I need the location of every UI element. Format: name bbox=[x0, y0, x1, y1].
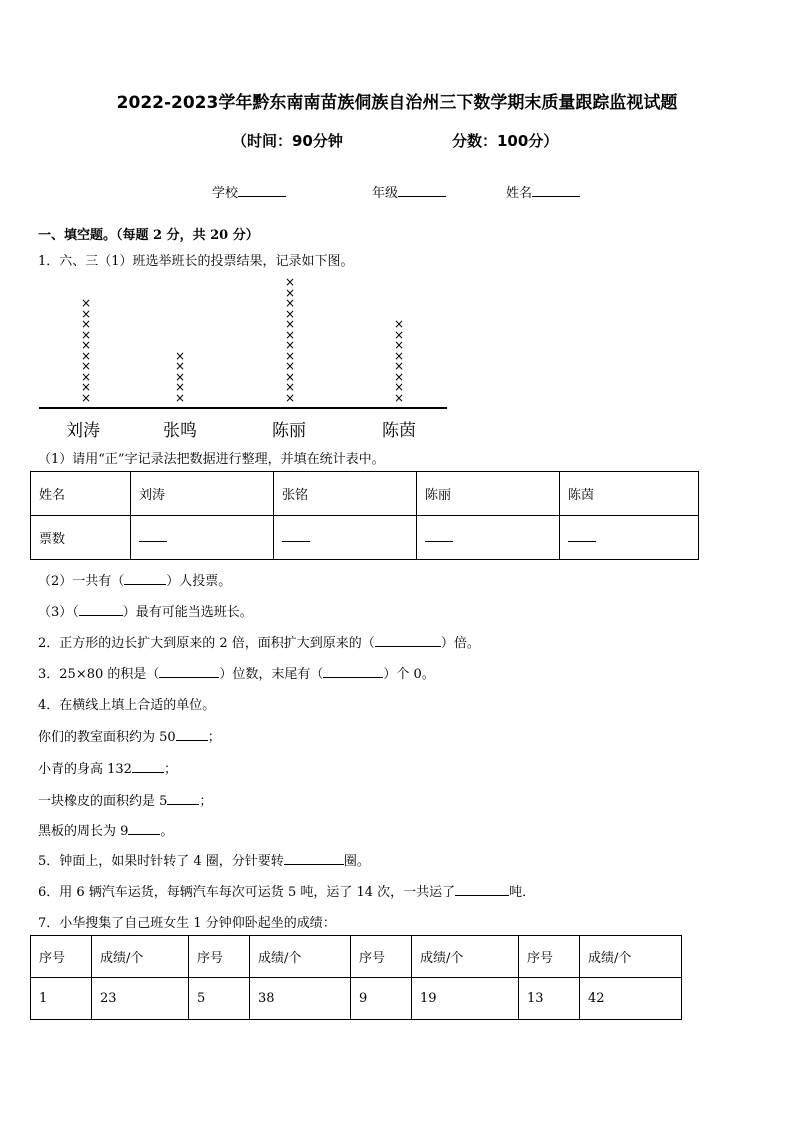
table-row bbox=[31, 936, 682, 978]
q4-l3a: 一块橡皮的面积约是 5 bbox=[38, 794, 168, 809]
table-cell: 序号 bbox=[31, 936, 92, 978]
table-cell: 序号 bbox=[351, 936, 412, 978]
vote-mark-0: × bbox=[80, 380, 92, 394]
table-cell: 姓名 bbox=[31, 472, 131, 516]
vote-mark-3: × bbox=[393, 317, 405, 331]
q2-b: ）倍。 bbox=[440, 636, 480, 651]
table-cell: 19 bbox=[412, 978, 519, 1020]
vote-input-cell[interactable] bbox=[131, 516, 274, 560]
q4-line3 bbox=[38, 790, 212, 809]
vote-mark-0: × bbox=[80, 359, 92, 373]
table-row bbox=[31, 516, 699, 560]
vote-mark-3: × bbox=[393, 359, 405, 373]
vote-mark-1: × bbox=[174, 390, 186, 405]
chart-baseline bbox=[39, 407, 447, 409]
vote-mark-1: × bbox=[174, 369, 186, 384]
q1-sub2 bbox=[38, 570, 231, 589]
q4-l1a: 你们的教室面积约为 50 bbox=[38, 730, 176, 745]
grade-label: 年级 bbox=[372, 186, 399, 201]
chart-label-2: 陈丽 bbox=[272, 421, 306, 441]
table-cell: 刘涛 bbox=[131, 472, 274, 516]
q4-l1b: ； bbox=[207, 730, 221, 745]
vote-mark-2: × bbox=[284, 296, 296, 310]
question-7-text: 7．小华搜集了自己班女生 1 分钟仰卧起坐的成绩： bbox=[38, 916, 336, 931]
chart-label-1: 张鸣 bbox=[163, 421, 197, 441]
table-cell: 42 bbox=[580, 978, 682, 1020]
vote-mark-1: × bbox=[174, 380, 186, 394]
table-cell: 成绩/个 bbox=[92, 936, 189, 978]
exam-score: 分数：100分） bbox=[452, 132, 559, 150]
vote-mark-1: × bbox=[174, 348, 186, 363]
q5-a: 5．钟面上，如果时针转了 4 圈，分针要转 bbox=[38, 854, 284, 869]
chart-label-3: 陈茵 bbox=[382, 421, 416, 441]
school-label: 学校 bbox=[212, 186, 239, 201]
question-5 bbox=[38, 850, 370, 869]
vote-mark-1: × bbox=[174, 359, 186, 373]
q3-a: 3．25×80 的积是（ bbox=[38, 667, 160, 682]
vote-mark-2: × bbox=[284, 275, 296, 289]
vote-mark-2: × bbox=[284, 285, 296, 300]
answer-blank[interactable] bbox=[176, 728, 208, 741]
vote-mark-2: × bbox=[284, 317, 296, 331]
vote-mark-0: × bbox=[80, 369, 92, 384]
vote-input-cell[interactable] bbox=[417, 516, 560, 560]
table-cell: 1 bbox=[31, 978, 92, 1020]
question-2 bbox=[38, 632, 480, 651]
q1-sub2-b: ）人投票。 bbox=[166, 574, 232, 589]
q6-b: 吨． bbox=[509, 885, 536, 900]
table-cell: 5 bbox=[189, 978, 250, 1020]
table-cell: 序号 bbox=[519, 936, 580, 978]
vote-input-cell[interactable] bbox=[274, 516, 417, 560]
vote-mark-3: × bbox=[393, 348, 405, 363]
answer-blank[interactable] bbox=[124, 572, 166, 585]
table-row bbox=[31, 472, 699, 516]
question-6 bbox=[38, 881, 535, 900]
q1-sub1: （1）请用“正”字记录法把数据进行整理，并填在统计表中。 bbox=[38, 452, 385, 467]
answer-blank[interactable] bbox=[132, 760, 164, 773]
answer-blank[interactable] bbox=[375, 634, 441, 647]
vote-mark-2: × bbox=[284, 348, 296, 363]
vote-mark-2: × bbox=[284, 327, 296, 342]
section-title: 一、填空题。（每题 2 分，共 20 分） bbox=[38, 228, 259, 243]
page-title: 2022-2023学年黔东南南苗族侗族自治州三下数学期末质量跟踪监视试题 bbox=[116, 93, 678, 113]
q4-l2b: ； bbox=[163, 762, 177, 777]
table-cell: 23 bbox=[92, 978, 189, 1020]
name-label: 姓名 bbox=[506, 186, 533, 201]
vote-mark-0: × bbox=[80, 317, 92, 331]
table-cell: 9 bbox=[351, 978, 412, 1020]
vote-input-cell[interactable] bbox=[560, 516, 699, 560]
vote-mark-0: × bbox=[80, 306, 92, 321]
q1-sub2-a: （2）一共有（ bbox=[38, 574, 125, 589]
q3-c: ）个 0。 bbox=[383, 667, 435, 682]
table-cell: 13 bbox=[519, 978, 580, 1020]
question-1-text: 1．六、三（1）班选举班长的投票结果，记录如下图。 bbox=[38, 254, 354, 269]
vote-mark-2: × bbox=[284, 380, 296, 394]
q4-l4b: 。 bbox=[160, 824, 174, 839]
vote-mark-2: × bbox=[284, 390, 296, 405]
q6-a: 6．用 6 辆汽车运货，每辆汽车每次可运货 5 吨，运了 14 次，一共运了 bbox=[38, 885, 456, 900]
q3-b: ）位数，末尾有（ bbox=[219, 667, 324, 682]
answer-blank[interactable] bbox=[323, 665, 383, 678]
vote-mark-0: × bbox=[80, 327, 92, 342]
vote-mark-2: × bbox=[284, 306, 296, 321]
answer-blank[interactable] bbox=[455, 883, 509, 896]
q2-a: 2．正方形的边长扩大到原来的 2 倍，面积扩大到原来的（ bbox=[38, 636, 375, 651]
q4-l4a: 黑板的周长为 9 bbox=[38, 824, 129, 839]
table-cell: 陈丽 bbox=[417, 472, 560, 516]
vote-mark-0: × bbox=[80, 296, 92, 310]
table-cell: 序号 bbox=[189, 936, 250, 978]
vote-mark-3: × bbox=[393, 369, 405, 384]
table-row bbox=[31, 978, 682, 1020]
vote-mark-2: × bbox=[284, 359, 296, 373]
vote-mark-3: × bbox=[393, 338, 405, 352]
vote-mark-3: × bbox=[393, 390, 405, 405]
question-3 bbox=[38, 663, 435, 682]
answer-blank[interactable] bbox=[167, 792, 199, 805]
table-cell: 陈茵 bbox=[560, 472, 699, 516]
q4-line4 bbox=[38, 820, 173, 839]
answer-blank[interactable] bbox=[284, 852, 344, 865]
answer-blank[interactable] bbox=[159, 665, 219, 678]
q1-sub3-a: （3）（ bbox=[38, 605, 79, 620]
q5-b: 圈。 bbox=[343, 854, 370, 869]
situp-table bbox=[30, 935, 682, 1020]
q1-sub3-b: ）最有可能当选班长。 bbox=[122, 605, 253, 620]
vote-mark-0: × bbox=[80, 338, 92, 352]
q4-line2 bbox=[38, 758, 177, 777]
vote-mark-3: × bbox=[393, 327, 405, 342]
q4-l3b: ； bbox=[199, 794, 213, 809]
exam-time: （时间：90分钟 bbox=[232, 132, 343, 150]
table-cell: 成绩/个 bbox=[580, 936, 682, 978]
q1-sub3 bbox=[38, 601, 253, 620]
table-cell: 票数 bbox=[31, 516, 131, 560]
q4-l2a: 小青的身高 132 bbox=[38, 762, 132, 777]
tally-table bbox=[30, 471, 699, 560]
table-cell: 成绩/个 bbox=[250, 936, 351, 978]
vote-mark-2: × bbox=[284, 338, 296, 352]
table-cell: 成绩/个 bbox=[412, 936, 519, 978]
table-cell: 38 bbox=[250, 978, 351, 1020]
question-4-text: 4．在横线上填上合适的单位。 bbox=[38, 698, 216, 713]
chart-label-0: 刘涛 bbox=[66, 421, 100, 441]
answer-blank[interactable] bbox=[128, 822, 160, 835]
answer-blank[interactable] bbox=[79, 603, 123, 616]
vote-mark-3: × bbox=[393, 380, 405, 394]
q4-line1 bbox=[38, 726, 221, 745]
vote-mark-2: × bbox=[284, 369, 296, 384]
vote-mark-0: × bbox=[80, 390, 92, 405]
table-cell: 张铭 bbox=[274, 472, 417, 516]
vote-mark-0: × bbox=[80, 348, 92, 363]
